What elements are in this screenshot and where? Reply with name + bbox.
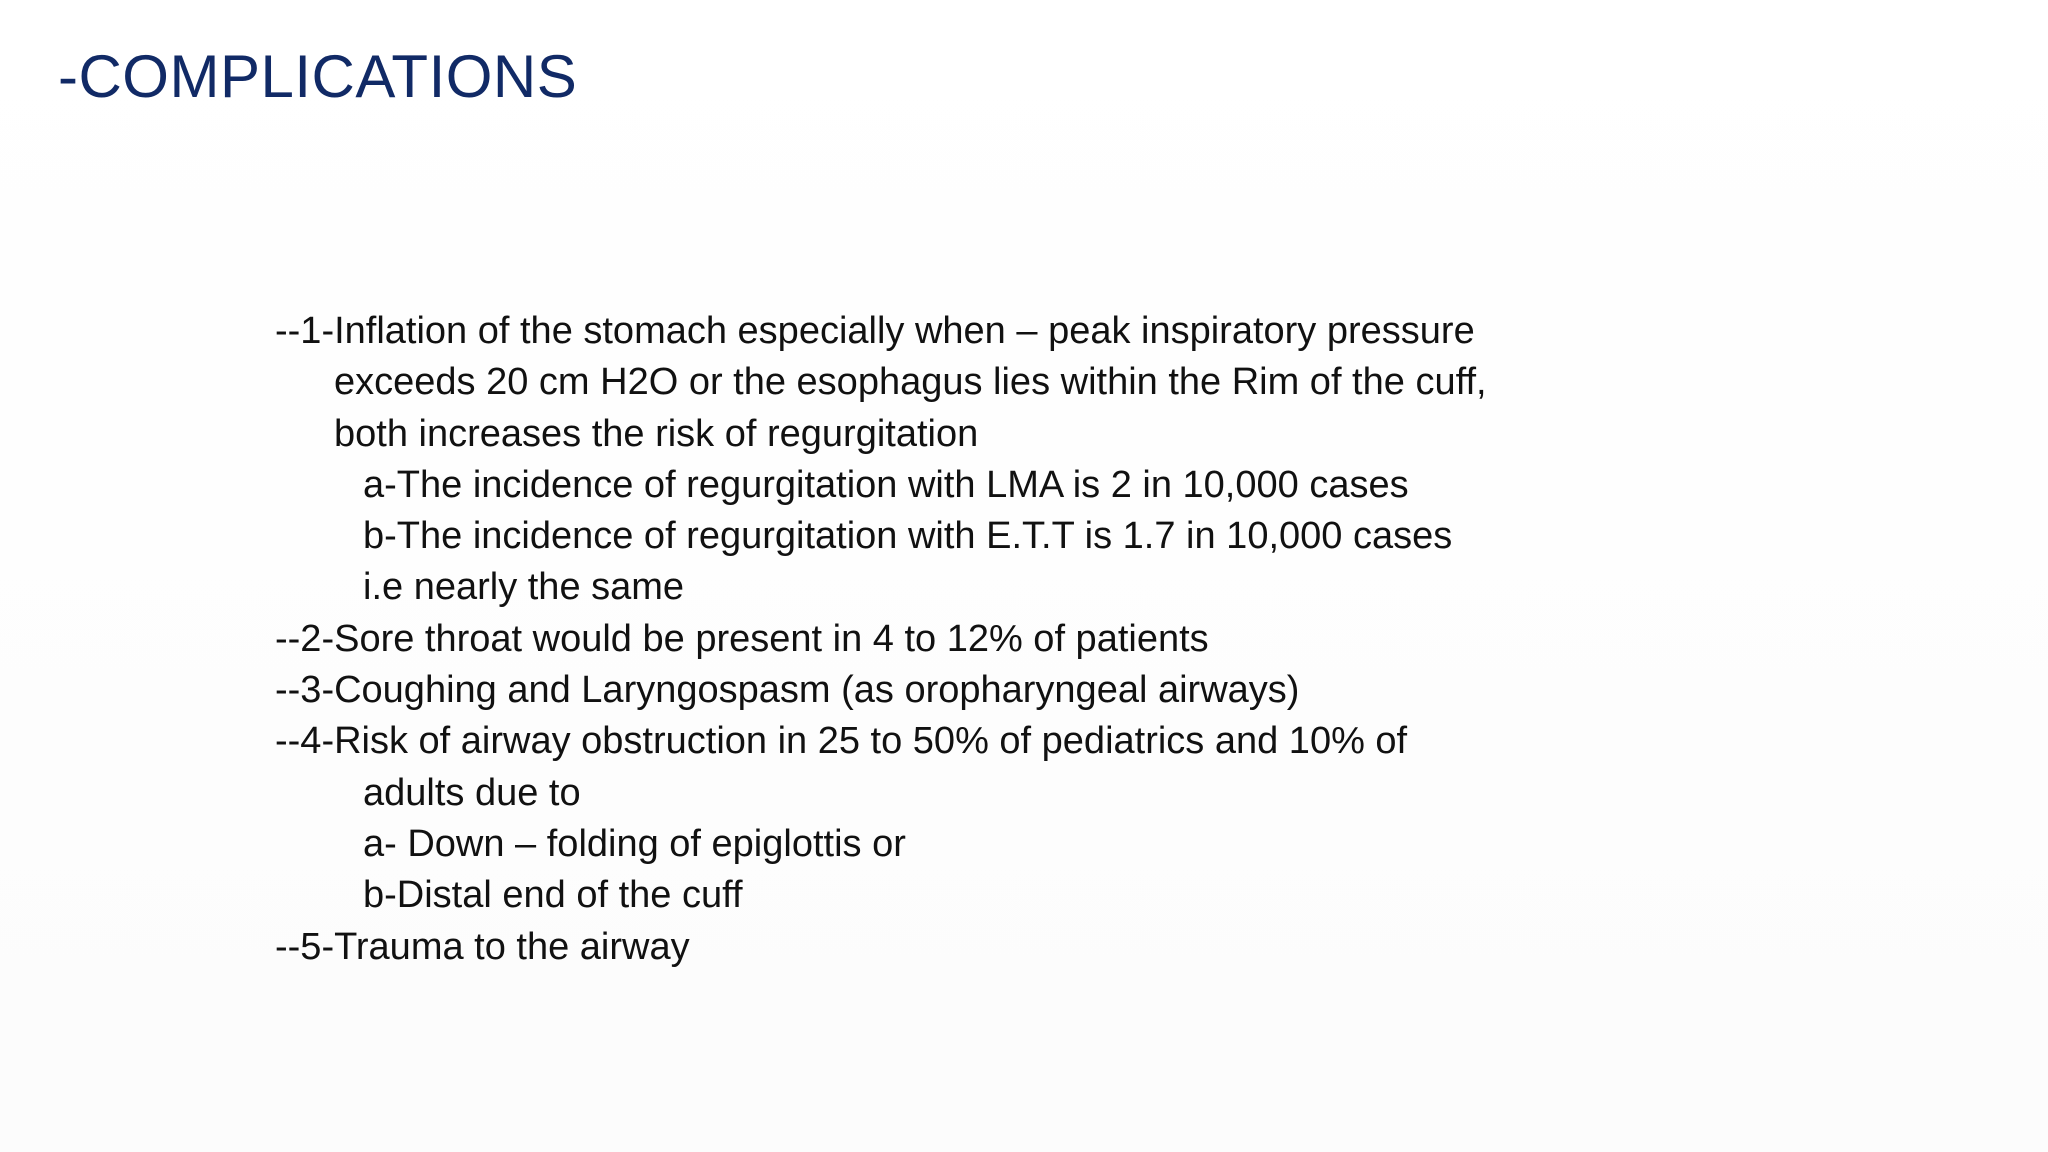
complication-4-subpoint-b: b-Distal end of the cuff xyxy=(363,874,743,917)
complication-1-subpoint-b: b-The incidence of regurgitation with E.T.T is 1.7 in 10,000 cases xyxy=(363,515,1453,558)
complication-1-note: i.e nearly the same xyxy=(363,566,685,609)
complication-4-subpoint-a: a- Down – folding of epiglottis or xyxy=(363,822,906,865)
slide-body xyxy=(275,306,1775,973)
complication-5-line: --5-Trauma to the airway xyxy=(275,925,690,968)
complication-4-line: --4-Risk of airway obstruction in 25 to 50% of pediatrics and 10% of xyxy=(275,720,1408,763)
complication-1-line: --1-Inflation of the stomach especially when – peak inspiratory pressure xyxy=(275,310,1475,352)
complication-1-subpoint-a: a-The incidence of regurgitation with LMA is 2 in 10,000 cases xyxy=(363,463,1409,506)
complication-2-line: --2-Sore throat would be present in 4 to 12% of patients xyxy=(275,617,1209,660)
slide-title: -COMPLICATIONS xyxy=(58,43,578,110)
complication-4-continuation: adults due to xyxy=(363,771,581,814)
complication-1-continuation: exceeds 20 cm H2O or the esophagus lies within the Rim of the cuff, xyxy=(334,361,1487,404)
complication-3-line: --3-Coughing and Laryngospasm (as oropharyngeal airways) xyxy=(275,669,1300,712)
complication-1-continuation: both increases the risk of regurgitation xyxy=(334,412,979,455)
